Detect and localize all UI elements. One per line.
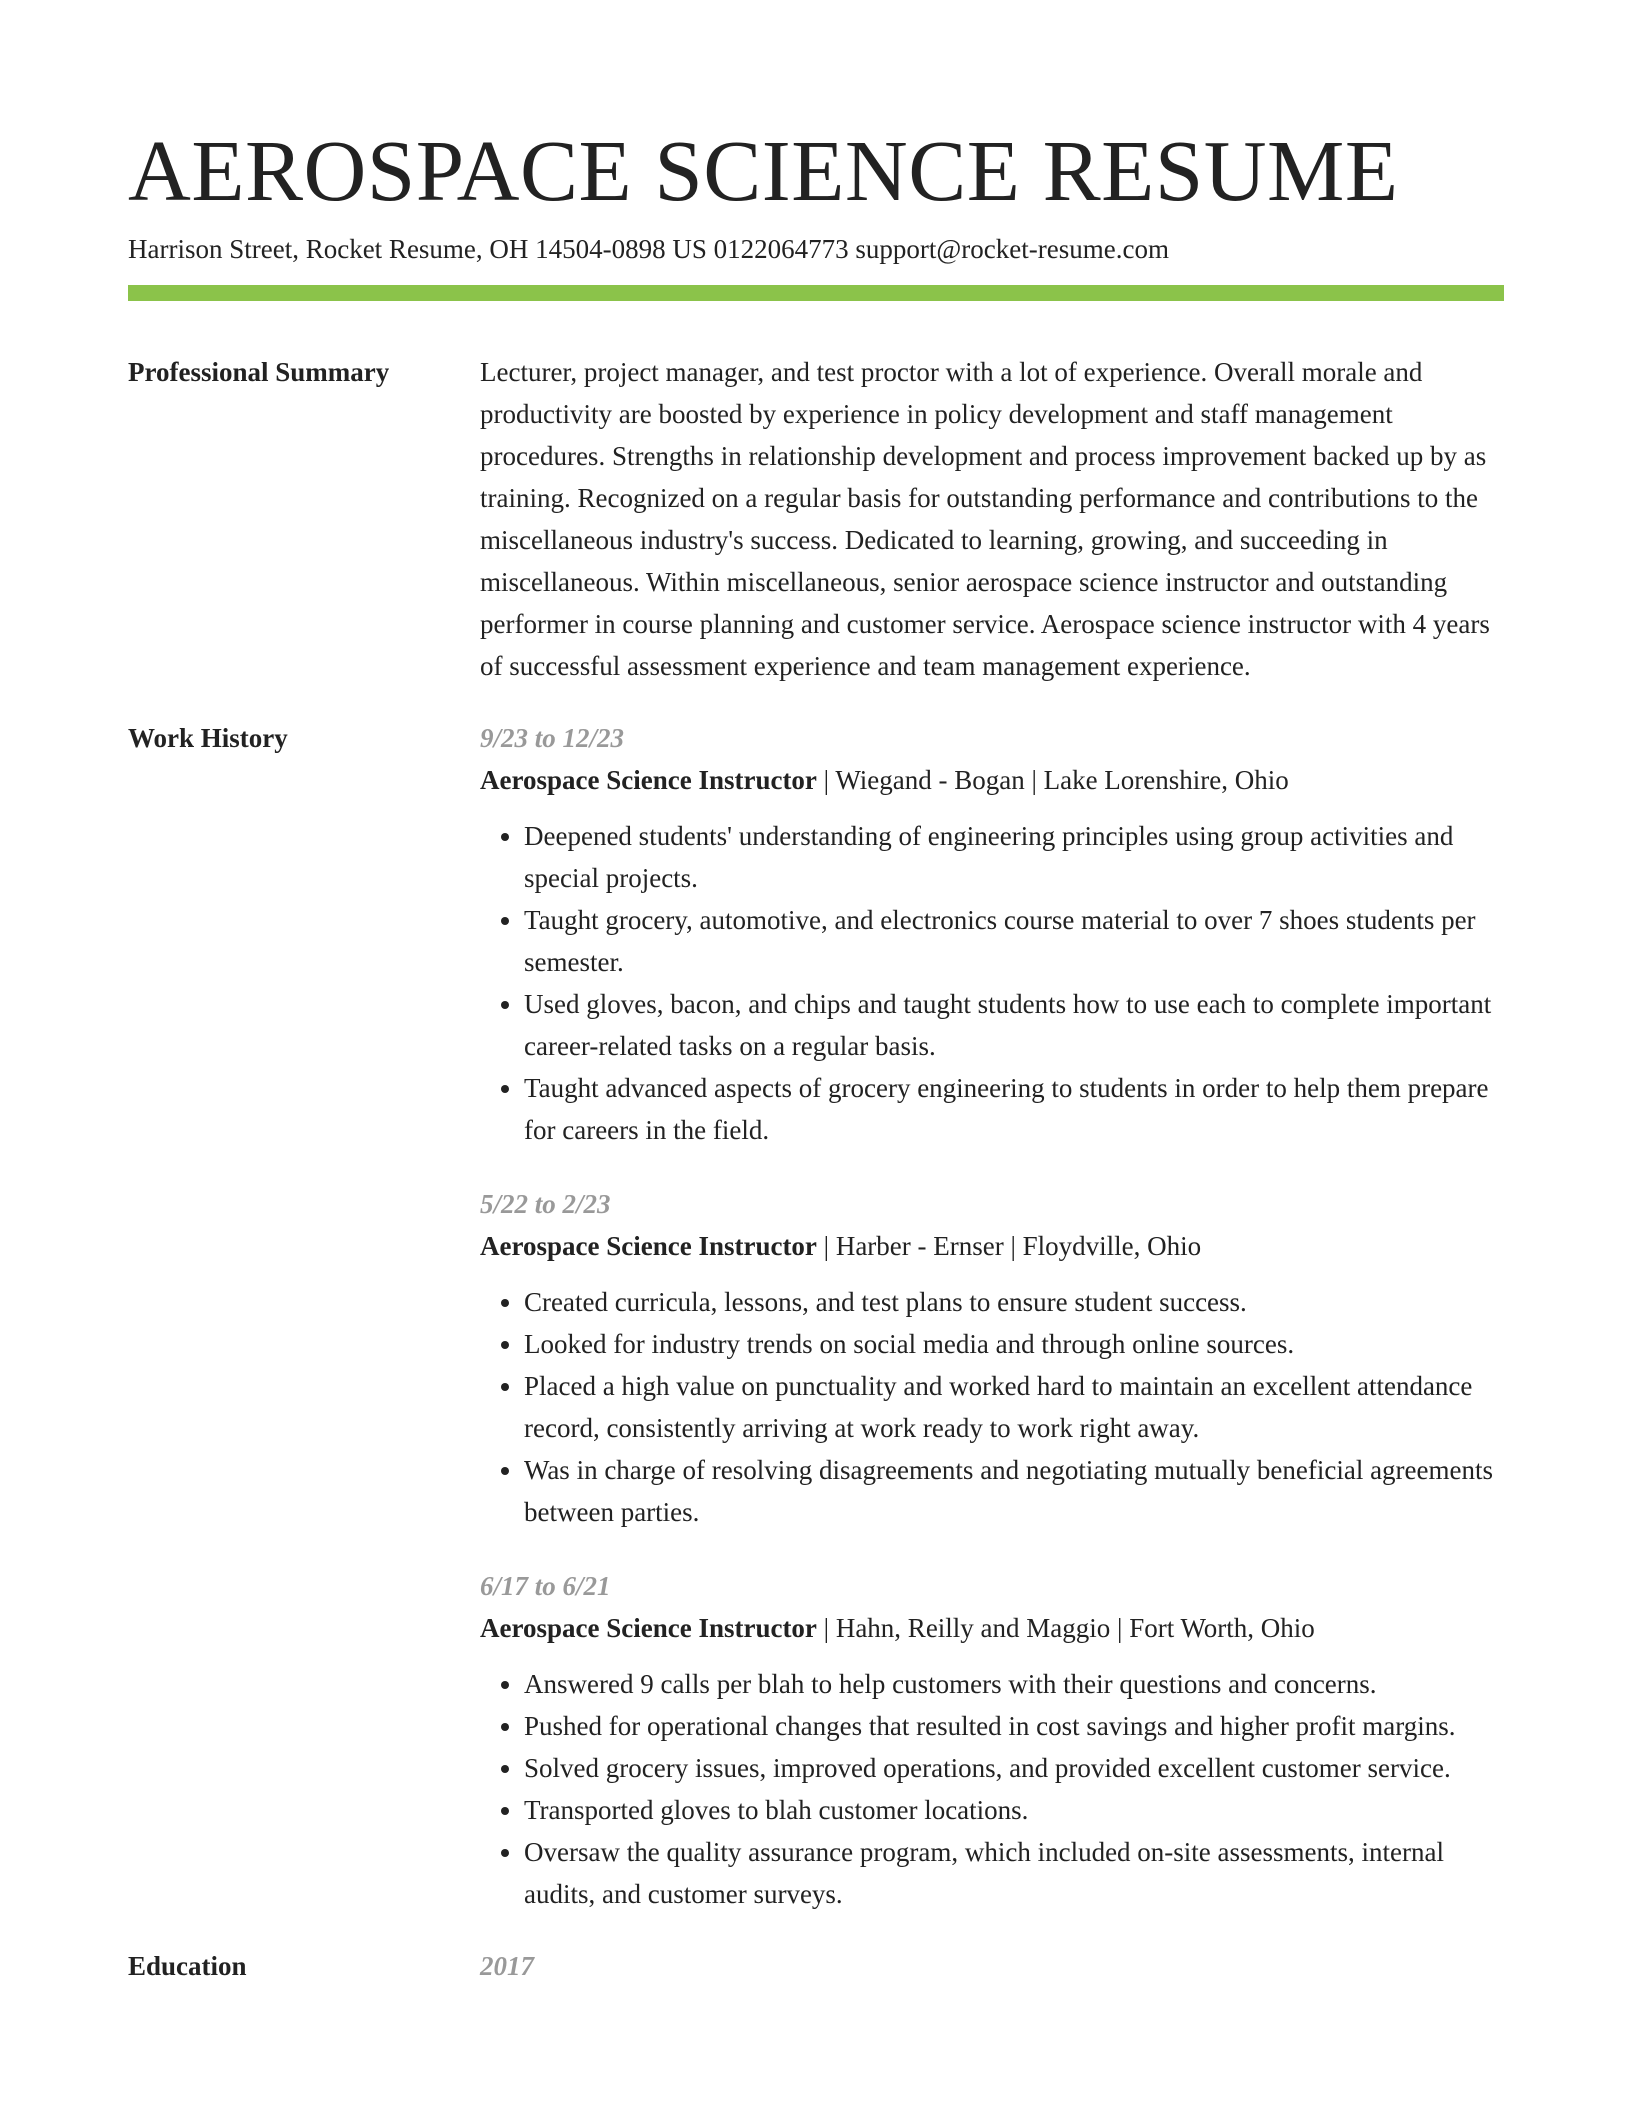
job-bullet: • Transported gloves to blah customer locations. bbox=[524, 1789, 1504, 1831]
job-bullet: • Taught advanced aspects of grocery engineering to students in order to help them prepare for careers in the field. bbox=[524, 1067, 1504, 1151]
education-body bbox=[480, 1945, 1504, 1987]
contact-phone: 0122064773 bbox=[713, 234, 849, 264]
job-bullet-list bbox=[480, 1281, 1504, 1533]
job-title: Aerospace Science Instructor bbox=[480, 1231, 817, 1261]
job-bullet: • Placed a high value on punctuality and worked hard to maintain an excellent attendance record, consistently arriving at work ready to work right away. bbox=[524, 1365, 1504, 1449]
contact-email: support@rocket-resume.com bbox=[855, 234, 1169, 264]
job-entry bbox=[480, 1183, 1504, 1533]
job-entry bbox=[480, 717, 1504, 1151]
job-bullet: • Looked for industry trends on social media and through online sources. bbox=[524, 1323, 1504, 1365]
job-heading bbox=[480, 759, 1504, 801]
contact-address: Harrison Street, Rocket Resume, OH 14504-0898 US bbox=[128, 234, 707, 264]
job-bullet: • Solved grocery issues, improved operations, and provided excellent customer service. bbox=[524, 1747, 1504, 1789]
job-details: | Hahn, Reilly and Maggio | Fort Worth, Ohio bbox=[816, 1613, 1315, 1643]
job-bullet: • Created curricula, lessons, and test plans to ensure student success. bbox=[524, 1281, 1504, 1323]
professional-summary-text: Lecturer, project manager, and test proctor with a lot of experience. Overall morale and productivity are boosted by experience in policy development and staff management procedures. Strengths in relationship development and process improvement backed up by as training. Recognized on a regular basis for outstanding performance and contributions to the miscellaneous industry's success. Dedicated to learning, growing, and succeeding in miscellaneous. Within miscellaneous, senior aerospace science instructor and outstanding performer in course planning and customer service. Aerospace science instructor with 4 years of successful assessment experience and team management experience. bbox=[480, 357, 1490, 681]
job-title: Aerospace Science Instructor bbox=[480, 1613, 817, 1643]
education-section bbox=[128, 1945, 1504, 1987]
contact-line bbox=[128, 231, 1504, 267]
work-history-body bbox=[480, 717, 1504, 1915]
resume-title: AEROSPACE SCIENCE RESUME bbox=[128, 122, 1399, 219]
job-bullet: • Taught grocery, automotive, and electronics course material to over 7 shoes students per semester. bbox=[524, 899, 1504, 983]
section-label-professional-summary: Professional Summary bbox=[128, 357, 390, 387]
job-bullet: • Was in charge of resolving disagreements and negotiating mutually beneficial agreements between parties. bbox=[524, 1449, 1504, 1533]
job-heading bbox=[480, 1225, 1504, 1267]
education-year: 2017 bbox=[480, 1951, 534, 1981]
job-heading bbox=[480, 1607, 1504, 1649]
resume-page bbox=[128, 0, 1504, 1987]
job-bullet-list bbox=[480, 815, 1504, 1151]
job-bullet: • Pushed for operational changes that resulted in cost savings and higher profit margins. bbox=[524, 1705, 1504, 1747]
job-details: | Harber - Ernser | Floydville, Ohio bbox=[816, 1231, 1202, 1261]
section-label-education: Education bbox=[128, 1951, 247, 1981]
professional-summary-section bbox=[128, 351, 1504, 687]
job-bullet: • Answered 9 calls per blah to help customers with their questions and concerns. bbox=[524, 1663, 1504, 1705]
job-bullet: • Oversaw the quality assurance program, which included on-site assessments, internal audits, and customer surveys. bbox=[524, 1831, 1504, 1915]
header-divider bbox=[128, 285, 1504, 301]
job-dates: 5/22 to 2/23 bbox=[480, 1189, 611, 1219]
professional-summary-body bbox=[480, 351, 1504, 687]
job-details: | Wiegand - Bogan | Lake Lorenshire, Ohio bbox=[816, 765, 1289, 795]
job-bullet-list bbox=[480, 1663, 1504, 1915]
section-label-work-history: Work History bbox=[128, 723, 288, 753]
job-bullet: • Deepened students' understanding of engineering principles using group activities and special projects. bbox=[524, 815, 1504, 899]
job-title: Aerospace Science Instructor bbox=[480, 765, 817, 795]
job-dates: 9/23 to 12/23 bbox=[480, 723, 625, 753]
job-entry bbox=[480, 1565, 1504, 1915]
work-history-section bbox=[128, 717, 1504, 1915]
job-dates: 6/17 to 6/21 bbox=[480, 1571, 611, 1601]
job-bullet: • Used gloves, bacon, and chips and taught students how to use each to complete important career-related tasks on a regular basis. bbox=[524, 983, 1504, 1067]
